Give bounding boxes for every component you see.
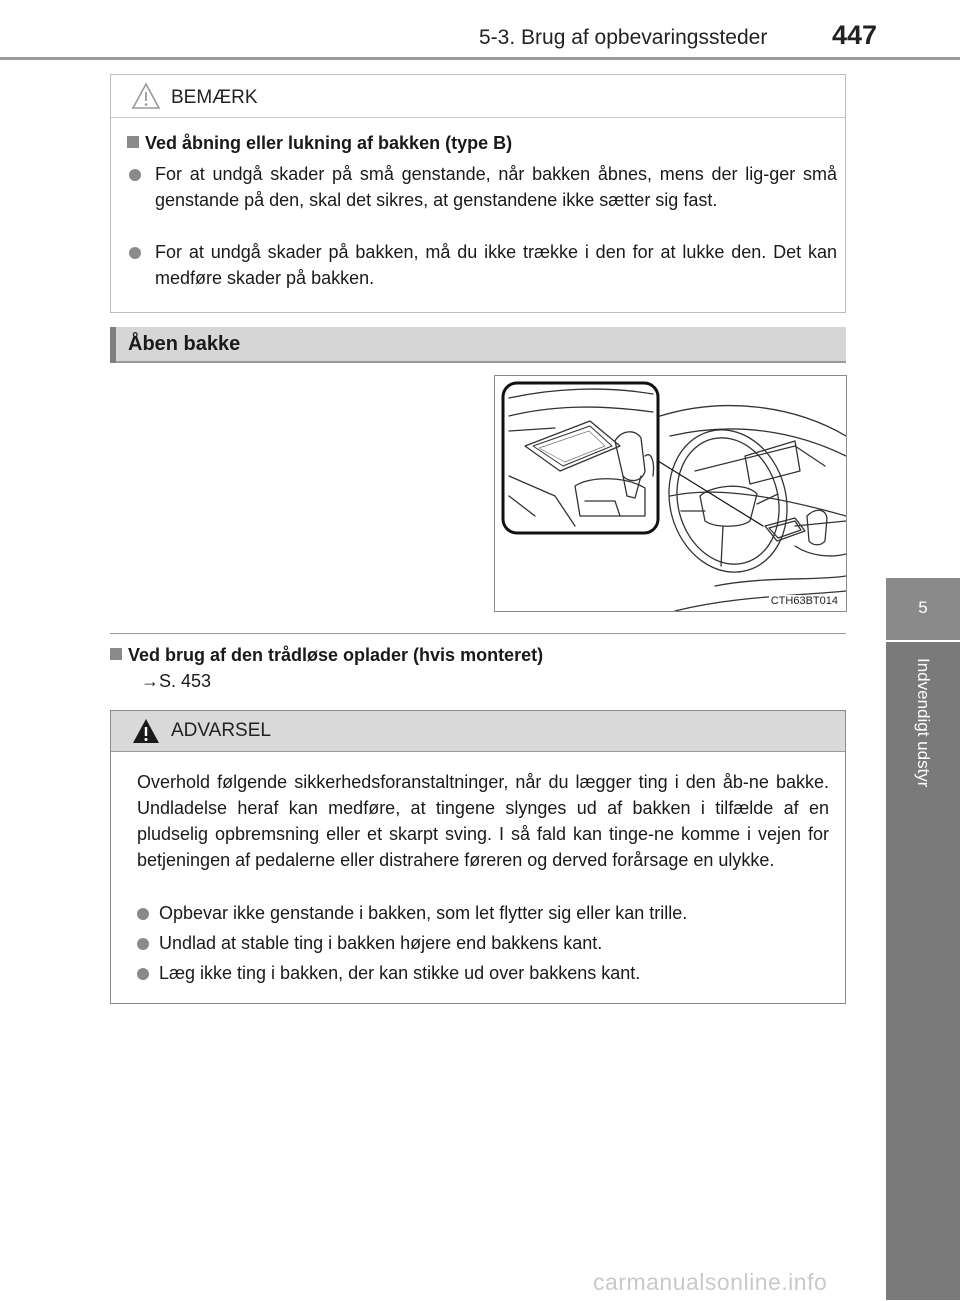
notice-header <box>111 75 845 118</box>
figure-code: CTH63BT014 <box>770 595 838 607</box>
header-divider <box>0 57 960 60</box>
header-title: 5-3. Brug af opbevaringssteder <box>479 26 768 49</box>
warning-intro: Overhold følgende sikkerhedsforanstaltninger, når du lægger ting i den åb-ne bakke. Undladelse heraf kan medføre, at tingene slynges ud af bakken i tilfælde af en pludselig opbremsning eller et skarpt sving. I så fald kan tinge-ne komme i vejen for betjeningen af pedalerne eller distrahere føreren og derved forårsage en ulykke. <box>137 772 829 870</box>
section-divider <box>110 633 846 634</box>
notice-box <box>110 74 846 313</box>
watermark-text: carmanualsonline.info <box>593 1269 828 1295</box>
round-bullet-icon <box>137 938 149 950</box>
warning-header <box>111 711 845 752</box>
warning-item: Opbevar ikke genstande i bakken, som let flytter sig eller kan trille. <box>159 903 688 923</box>
wireless-charger-title: Ved brug af den trådløse oplader (hvis monteret) <box>110 645 543 666</box>
page-number: 447 <box>832 20 878 50</box>
page-reference-link[interactable]: →S. 453 <box>141 671 212 691</box>
chapter-side-tab <box>886 578 960 1300</box>
chapter-number-box <box>886 578 960 642</box>
round-bullet-icon <box>129 169 141 181</box>
tray-illustration <box>494 375 847 612</box>
warning-triangle-icon <box>131 717 161 745</box>
round-bullet-icon <box>129 247 141 259</box>
warning-label: ADVARSEL <box>171 720 271 741</box>
chapter-label: Indvendigt udstyr <box>914 658 933 788</box>
notice-item: For at undgå skader på små genstande, når bakken åbnes, mens der lig-ger små genstande på den, skal det sikres, at genstandene ikke sætter sig fast. <box>155 164 837 210</box>
warning-item: Læg ikke ting i bakken, der kan stikke ud over bakkens kant. <box>159 963 641 983</box>
round-bullet-icon <box>137 968 149 980</box>
round-bullet-icon <box>137 908 149 920</box>
square-bullet-icon <box>127 136 139 148</box>
chapter-number: 5 <box>918 598 928 617</box>
section-heading-accent <box>110 327 116 363</box>
notice-section-title: Ved åbning eller lukning af bakken (type B) <box>127 133 512 154</box>
caution-triangle-icon <box>131 82 161 110</box>
section-heading: Åben bakke <box>128 333 241 355</box>
square-bullet-icon <box>110 648 122 660</box>
notice-item: For at undgå skader på bakken, må du ikke trække i den for at lukke den. Det kan medføre skader på bakken. <box>155 242 837 288</box>
warning-box <box>110 710 846 1004</box>
warning-item: Undlad at stable ting i bakken højere end bakkens kant. <box>159 933 603 953</box>
section-heading-bar <box>110 327 846 363</box>
console-tray-drawing <box>495 376 846 611</box>
notice-label: BEMÆRK <box>171 87 258 108</box>
